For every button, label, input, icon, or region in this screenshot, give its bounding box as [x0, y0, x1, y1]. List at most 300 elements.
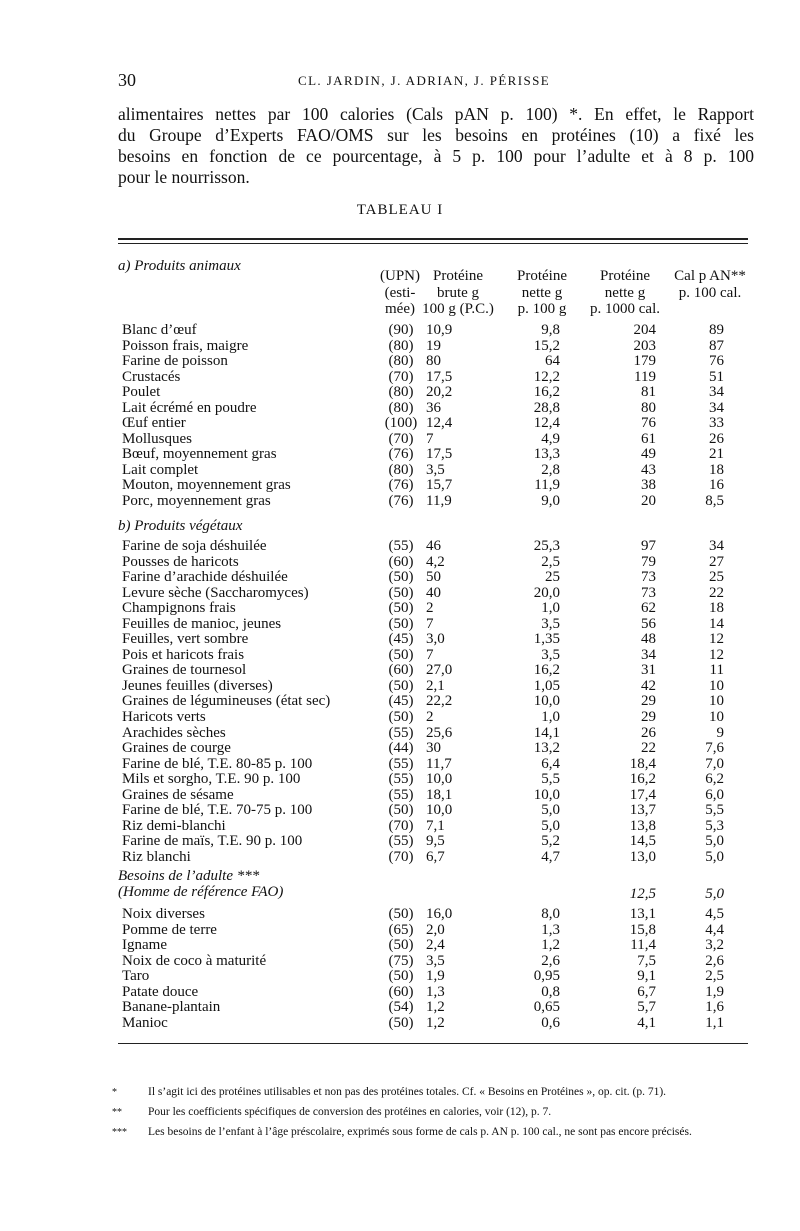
cell-upn: (80): [388, 461, 414, 478]
cell-protein-brute: 10,0: [426, 771, 453, 788]
cell-cal-pan: 5,3: [705, 817, 724, 834]
cell-protein-nette: 12,4: [533, 415, 560, 432]
cell-upn: (55): [388, 538, 414, 554]
cell-upn: (76): [388, 477, 414, 494]
cell-protein-nette: 64: [545, 353, 560, 370]
cell-upn: (55): [388, 833, 414, 850]
table-row: [0, 648, 800, 664]
cell-protein-nette-1000: 31: [641, 662, 656, 679]
cell-product: Feuilles de manioc, jeunes: [122, 615, 282, 632]
cell-protein-nette-1000: 15,8: [629, 921, 656, 938]
cell-product: Lait écrémé en poudre: [122, 399, 257, 416]
cell-protein-nette: 5,2: [541, 833, 560, 850]
cell-product: Noix de coco à maturité: [122, 952, 267, 969]
cell-upn: (50): [388, 709, 414, 726]
table-row: [0, 1016, 800, 1032]
cell-cal-pan: 87: [709, 337, 724, 354]
cell-cal-pan: 18: [709, 461, 724, 478]
table-row: [0, 757, 800, 773]
cell-protein-nette-1000: 203: [633, 337, 656, 354]
table-top-rule-thin: [118, 243, 748, 244]
cell-protein-brute: 3,0: [426, 631, 445, 648]
table-row: [0, 907, 800, 923]
table-row: [0, 710, 800, 726]
cell-protein-nette-1000: 6,7: [637, 983, 656, 1000]
table-row: [0, 463, 800, 479]
cell-cal-pan: 22: [709, 584, 724, 601]
cell-cal-pan: 51: [709, 368, 724, 385]
cell-protein-nette: 9,8: [541, 322, 560, 338]
cell-protein-brute: 7,1: [426, 817, 445, 834]
cell-upn: (80): [388, 353, 414, 370]
cell-protein-nette: 11,9: [534, 477, 560, 494]
cell-product: Mouton, moyennement gras: [122, 477, 291, 494]
cell-protein-nette-1000: 61: [641, 430, 656, 447]
footnote: [112, 1106, 752, 1119]
cell-cal-pan: 34: [709, 538, 724, 554]
section-a-label: a) Produits animaux: [118, 258, 241, 274]
cell-protein-nette-1000: 13,1: [629, 906, 656, 922]
cell-protein-nette: 0,8: [541, 983, 560, 1000]
cell-protein-nette: 1,35: [533, 631, 560, 648]
footnote-mark: **: [112, 1107, 122, 1118]
cell-product: Manioc: [122, 1014, 168, 1031]
cell-product: Mollusques: [122, 430, 193, 447]
cell-protein-brute: 3,5: [426, 461, 445, 478]
table-row: [0, 788, 800, 804]
table-row: [0, 772, 800, 788]
section-heading-animal: [118, 258, 241, 275]
table-body-plant-2: [0, 907, 800, 1031]
cell-protein-brute: 11,7: [426, 755, 452, 772]
cell-upn: (50): [388, 802, 414, 819]
table-row: [0, 954, 800, 970]
cell-upn: (55): [388, 786, 414, 803]
col-header-nette-1000: Protéine nette g p. 1000 cal.: [590, 268, 660, 317]
cell-upn: (70): [388, 848, 414, 865]
section-heading-plant: [118, 518, 242, 535]
cell-cal-pan: 89: [709, 322, 724, 338]
cell-protein-nette: 25,3: [533, 538, 560, 554]
table-row: [0, 432, 800, 448]
cell-cal-pan: 26: [709, 430, 724, 447]
table-row: [0, 416, 800, 432]
cell-upn: (60): [388, 983, 414, 1000]
page-number: 30: [118, 70, 136, 90]
cell-cal-pan: 10: [709, 677, 724, 694]
intro-line-4: pour le nourrisson.: [118, 167, 250, 187]
cell-cal-pan: 6,2: [705, 771, 724, 788]
cell-protein-nette: 1,0: [541, 600, 560, 617]
cell-protein-brute: 36: [426, 399, 441, 416]
cell-protein-nette: 9,0: [541, 493, 560, 510]
cell-protein-nette-1000: 73: [641, 584, 656, 601]
cell-upn: (50): [388, 937, 414, 954]
cell-upn: (100): [384, 415, 418, 432]
table-body-plant: [0, 539, 800, 865]
cell-protein-nette: 12,2: [533, 368, 560, 385]
cell-product: Banane-plantain: [122, 999, 221, 1016]
cell-cal-pan: 76: [709, 353, 724, 370]
cell-protein-nette: 28,8: [533, 399, 560, 416]
cell-protein-nette-1000: 81: [641, 384, 656, 401]
table-row: [0, 632, 800, 648]
besoins-label-2: (Homme de référence FAO): [118, 884, 284, 900]
cell-cal-pan: 4,4: [705, 921, 724, 938]
cell-protein-nette-1000: 22: [641, 740, 656, 757]
cell-product: Lait complet: [122, 461, 199, 478]
cell-cal-pan: 7,6: [705, 740, 724, 757]
cell-cal-pan: 3,2: [705, 937, 724, 954]
cell-product: Farine de blé, T.E. 80-85 p. 100: [122, 755, 313, 772]
cell-protein-brute: 19: [426, 337, 441, 354]
cell-protein-brute: 3,5: [426, 952, 445, 969]
cell-upn: (70): [388, 817, 414, 834]
cell-upn: (80): [388, 384, 414, 401]
table-bottom-rule: [118, 1043, 748, 1044]
table-row: [0, 679, 800, 695]
footnote: [112, 1086, 752, 1099]
cell-protein-nette: 0,65: [533, 999, 560, 1016]
cell-product: Patate douce: [122, 983, 199, 1000]
cell-product: Farine de soja déshuilée: [122, 538, 267, 554]
cell-protein-nette-1000: 29: [641, 709, 656, 726]
table-row: [0, 539, 800, 555]
cell-protein-brute: 18,1: [426, 786, 453, 803]
cell-protein-brute: 1,3: [426, 983, 445, 1000]
cell-protein-brute: 1,2: [426, 1014, 445, 1031]
cell-protein-brute: 7: [426, 646, 434, 663]
cell-protein-nette: 1,0: [541, 709, 560, 726]
cell-protein-nette-1000: 26: [641, 724, 656, 741]
cell-protein-brute: 50: [426, 569, 441, 586]
cell-product: Farine de maïs, T.E. 90 p. 100: [122, 833, 303, 850]
table-body-animal: [0, 323, 800, 510]
table-row: [0, 850, 800, 866]
cell-product: Mils et sorgho, T.E. 90 p. 100: [122, 771, 301, 788]
table-row: [0, 601, 800, 617]
cell-protein-nette: 13,2: [533, 740, 560, 757]
cell-product: Riz blanchi: [122, 848, 191, 865]
cell-protein-nette-1000: 43: [641, 461, 656, 478]
cell-product: Pois et haricots frais: [122, 646, 245, 663]
cell-product: Blanc d’œuf: [122, 322, 197, 338]
table-row: [0, 354, 800, 370]
footnote-mark: ***: [112, 1127, 127, 1138]
cell-cal-pan: 10: [709, 693, 724, 710]
cell-upn: (76): [388, 446, 414, 463]
cell-upn: (50): [388, 646, 414, 663]
cell-cal-pan: 5,0: [705, 848, 724, 865]
cell-upn: (45): [388, 693, 414, 710]
cell-protein-nette: 16,2: [533, 662, 560, 679]
cell-product: Jeunes feuilles (diverses): [122, 677, 273, 694]
besoins-label: [118, 868, 283, 900]
footnote-mark: *: [112, 1087, 117, 1098]
cell-protein-nette-1000: 80: [641, 399, 656, 416]
cell-protein-nette-1000: 42: [641, 677, 656, 694]
cell-cal-pan: 5,5: [705, 802, 724, 819]
cell-upn: (50): [388, 906, 414, 922]
cell-protein-nette: 0,95: [533, 968, 560, 985]
cell-protein-nette-1000: 119: [634, 368, 656, 385]
cell-protein-brute: 17,5: [426, 368, 453, 385]
table-row: [0, 985, 800, 1001]
cell-upn: (65): [388, 921, 414, 938]
intro-line-1: alimentaires nettes par 100 calories (Cals pAN p. 100) *. En effet, le Rapport: [118, 104, 754, 124]
col-header-nette: Protéine nette g p. 100 g: [517, 268, 567, 317]
cell-cal-pan: 11: [709, 662, 724, 679]
cell-cal-pan: 16: [709, 477, 724, 494]
cell-upn: (50): [388, 569, 414, 586]
cell-protein-nette-1000: 49: [641, 446, 656, 463]
cell-protein-brute: 12,4: [426, 415, 453, 432]
cell-cal-pan: 4,5: [705, 906, 724, 922]
table-row: [0, 617, 800, 633]
cell-protein-nette-1000: 17,4: [629, 786, 656, 803]
cell-upn: (80): [388, 399, 414, 416]
cell-cal-pan: 25: [709, 569, 724, 586]
table-row: [0, 694, 800, 710]
cell-protein-nette-1000: 73: [641, 569, 656, 586]
cell-product: Graines de sésame: [122, 786, 234, 803]
cell-protein-nette-1000: 14,5: [629, 833, 656, 850]
cell-protein-nette-1000: 62: [641, 600, 656, 617]
cell-protein-nette-1000: 16,2: [629, 771, 656, 788]
cell-protein-nette: 20,0: [533, 584, 560, 601]
running-head: CL. JARDIN, J. ADRIAN, J. PÉRISSE: [298, 73, 551, 88]
cell-cal-pan: 21: [709, 446, 724, 463]
cell-protein-brute: 40: [426, 584, 441, 601]
cell-cal-pan: 8,5: [705, 493, 724, 510]
cell-protein-nette: 2,6: [541, 952, 560, 969]
cell-protein-nette-1000: 7,5: [637, 952, 656, 969]
cell-upn: (70): [388, 430, 414, 447]
cell-protein-brute: 20,2: [426, 384, 453, 401]
cell-protein-nette: 5,0: [541, 817, 560, 834]
table-row: [0, 370, 800, 386]
cell-product: Farine de poisson: [122, 353, 228, 370]
cell-upn: (50): [388, 677, 414, 694]
intro-line-3: besoins en fonction de ce pourcentage, à 5 p. 100 pour l’adulte et à 8 p. 100: [118, 146, 754, 166]
intro-line-2: du Groupe d’Experts FAO/OMS sur les besoins en protéines (10) a fixé les: [118, 125, 754, 145]
cell-cal-pan: 6,0: [705, 786, 724, 803]
cell-protein-brute: 30: [426, 740, 441, 757]
cell-protein-nette: 2,5: [541, 553, 560, 570]
cell-product: Noix diverses: [122, 906, 205, 922]
cell-protein-nette: 15,2: [533, 337, 560, 354]
cell-upn: (45): [388, 631, 414, 648]
cell-protein-nette: 10,0: [533, 786, 560, 803]
cell-product: Porc, moyennement gras: [122, 493, 271, 510]
footnote: [112, 1126, 752, 1139]
cell-product: Pomme de terre: [122, 921, 217, 938]
cell-protein-nette-1000: 13,7: [629, 802, 656, 819]
cell-protein-brute: 6,7: [426, 848, 445, 865]
cell-product: Feuilles, vert sombre: [122, 631, 249, 648]
cell-protein-nette: 5,0: [541, 802, 560, 819]
cell-protein-nette-1000: 20: [641, 493, 656, 510]
table-row: [0, 323, 800, 339]
cell-product: Œuf entier: [122, 415, 186, 432]
cell-product: Crustacés: [122, 368, 181, 385]
table-row: [0, 923, 800, 939]
cell-product: Haricots verts: [122, 709, 206, 726]
cell-product: Champignons frais: [122, 600, 236, 617]
cell-protein-brute: 16,0: [426, 906, 453, 922]
footnote-text: Les besoins de l’enfant à l’âge préscolaire, exprimés sous forme de cals p. AN p. 100 cal., ne sont pas encore précisés.: [148, 1126, 692, 1138]
cell-protein-brute: 10,9: [426, 322, 453, 338]
cell-protein-nette: 13,3: [533, 446, 560, 463]
cell-upn: (44): [388, 740, 414, 757]
cell-protein-brute: 80: [426, 353, 441, 370]
cell-protein-brute: 4,2: [426, 553, 445, 570]
cell-upn: (50): [388, 600, 414, 617]
cell-product: Graines de légumineuses (état sec): [122, 693, 331, 710]
cell-upn: (55): [388, 724, 414, 741]
besoins-label-1: Besoins de l’adulte ***: [118, 868, 260, 884]
cell-upn: (54): [388, 999, 414, 1016]
cell-upn: (60): [388, 553, 414, 570]
cell-protein-brute: 1,9: [426, 968, 445, 985]
table-row: [0, 385, 800, 401]
cell-protein-nette-1000: 18,4: [629, 755, 656, 772]
cell-product: Poisson frais, maigre: [122, 337, 249, 354]
cell-protein-nette: 1,3: [541, 921, 560, 938]
cell-protein-brute: 7: [426, 615, 434, 632]
cell-protein-nette-1000: 38: [641, 477, 656, 494]
table-row: [0, 834, 800, 850]
cell-protein-brute: 11,9: [426, 493, 452, 510]
cell-protein-brute: 10,0: [426, 802, 453, 819]
cell-protein-nette-1000: 76: [641, 415, 656, 432]
cell-upn: (50): [388, 968, 414, 985]
cell-cal-pan: 34: [709, 399, 724, 416]
cell-protein-nette-1000: 29: [641, 693, 656, 710]
cell-upn: (50): [388, 584, 414, 601]
table-row: [0, 741, 800, 757]
footnotes: [112, 1086, 752, 1146]
cell-protein-brute: 46: [426, 538, 441, 554]
cell-cal-pan: 14: [709, 615, 724, 632]
table-row: [0, 663, 800, 679]
cell-protein-brute: 9,5: [426, 833, 445, 850]
table-row: [0, 494, 800, 510]
cell-product: Riz demi-blanchi: [122, 817, 226, 834]
cell-cal-pan: 34: [709, 384, 724, 401]
cell-upn: (75): [388, 952, 414, 969]
cell-protein-nette-1000: 179: [633, 353, 656, 370]
cell-protein-nette: 2,8: [541, 461, 560, 478]
cell-protein-nette: 1,05: [533, 677, 560, 694]
cell-protein-nette: 10,0: [533, 693, 560, 710]
table-title: TABLEAU I: [356, 202, 444, 218]
cell-product: Bœuf, moyennement gras: [122, 446, 277, 463]
table-row: [0, 478, 800, 494]
cell-cal-pan: 7,0: [705, 755, 724, 772]
table-row: [0, 339, 800, 355]
cell-protein-brute: 7: [426, 430, 434, 447]
section-b-label: b) Produits végétaux: [118, 518, 243, 534]
cell-protein-nette: 4,7: [541, 848, 560, 865]
table-row: [0, 555, 800, 571]
col-header-upn: (UPN) (esti- mée): [380, 268, 420, 317]
cell-protein-nette: 0,6: [541, 1014, 560, 1031]
cell-cal-pan: 27: [709, 553, 724, 570]
cell-protein-brute: 25,6: [426, 724, 453, 741]
cell-protein-brute: 22,2: [426, 693, 453, 710]
table-row: [0, 401, 800, 417]
cell-protein-brute: 2,1: [426, 677, 445, 694]
cell-protein-nette: 3,5: [541, 646, 560, 663]
cell-protein-nette: 1,2: [541, 937, 560, 954]
table-row: [0, 803, 800, 819]
cell-protein-nette-1000: 204: [633, 322, 656, 338]
col-header-cal: Cal p AN** p. 100 cal.: [674, 268, 746, 301]
cell-protein-brute: 2,0: [426, 921, 445, 938]
cell-cal-pan: 33: [709, 415, 724, 432]
cell-product: Farine d’arachide déshuilée: [122, 569, 288, 586]
cell-product: Farine de blé, T.E. 70-75 p. 100: [122, 802, 313, 819]
cell-cal-pan: 1,9: [705, 983, 724, 1000]
cell-product: Graines de tournesol: [122, 662, 247, 679]
cell-upn: (90): [388, 322, 414, 338]
footnote-text: Pour les coefficients spécifiques de conversion des protéines en calories, voir (12), p. 7.: [148, 1106, 552, 1118]
besoins-nette-1000: 12,5: [629, 886, 656, 902]
cell-cal-pan: 2,6: [705, 952, 724, 969]
cell-protein-nette: 14,1: [533, 724, 560, 741]
cell-upn: (55): [388, 771, 414, 788]
cell-protein-nette-1000: 4,1: [637, 1014, 656, 1031]
cell-product: Graines de courge: [122, 740, 231, 757]
cell-protein-nette: 16,2: [533, 384, 560, 401]
cell-product: Levure sèche (Saccharomyces): [122, 584, 309, 601]
cell-protein-brute: 27,0: [426, 662, 453, 679]
cell-protein-nette-1000: 5,7: [637, 999, 656, 1016]
cell-cal-pan: 18: [709, 600, 724, 617]
page-header: [118, 70, 748, 92]
cell-protein-nette-1000: 97: [641, 538, 656, 554]
table-row: [0, 819, 800, 835]
cell-cal-pan: 10: [709, 709, 724, 726]
cell-protein-brute: 2: [426, 600, 434, 617]
cell-protein-nette: 5,5: [541, 771, 560, 788]
cell-protein-nette-1000: 13,8: [629, 817, 656, 834]
col-header-brute: Protéine brute g 100 g (P.C.): [422, 268, 494, 317]
cell-cal-pan: 1,6: [705, 999, 724, 1016]
table-row: [0, 570, 800, 586]
table-row: [0, 447, 800, 463]
cell-cal-pan: 9: [716, 724, 724, 741]
table-row: [0, 1000, 800, 1016]
cell-product: Arachides sèches: [122, 724, 226, 741]
intro-paragraph: [118, 104, 754, 188]
cell-product: Taro: [122, 968, 150, 985]
cell-protein-nette: 3,5: [541, 615, 560, 632]
cell-protein-nette-1000: 48: [641, 631, 656, 648]
cell-protein-nette-1000: 56: [641, 615, 656, 632]
cell-cal-pan: 12: [709, 631, 724, 648]
cell-protein-nette-1000: 9,1: [637, 968, 656, 985]
cell-upn: (50): [388, 615, 414, 632]
cell-upn: (60): [388, 662, 414, 679]
cell-protein-brute: 2: [426, 709, 434, 726]
cell-product: Poulet: [122, 384, 161, 401]
table-row: [0, 586, 800, 602]
table-row: [0, 938, 800, 954]
cell-upn: (76): [388, 493, 414, 510]
cell-upn: (70): [388, 368, 414, 385]
